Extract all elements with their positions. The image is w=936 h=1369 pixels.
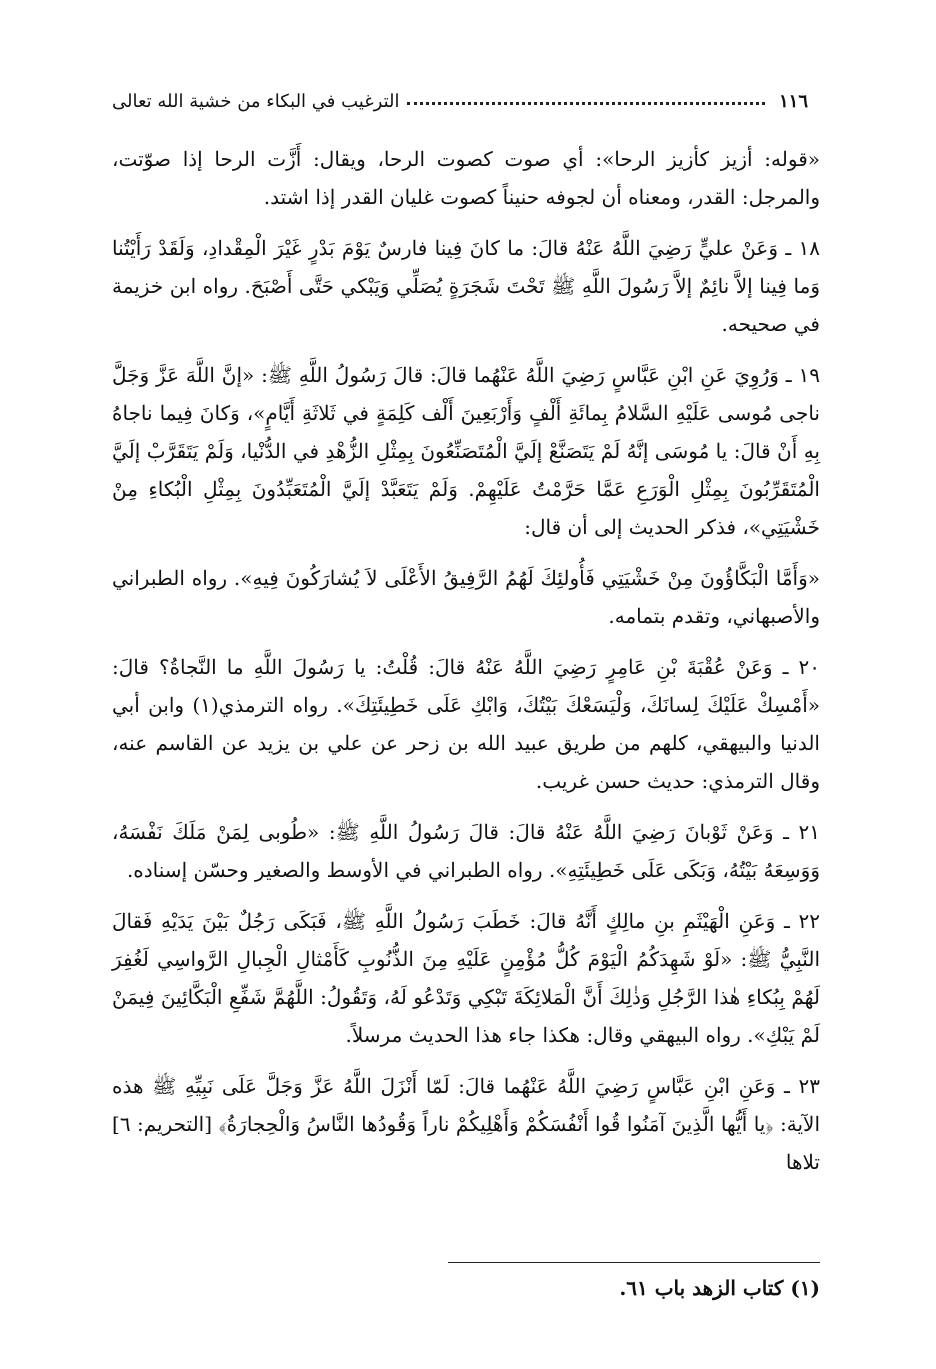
hadith-21: ٢١ ـ وَعَنْ ثَوْبانَ رَضِيَ اللَّهُ عَنْهُ قالَ: قالَ رَسُولُ اللَّهِ ﷺ: «طُوبى لِمَنْ مَلَكَ نَفْسَهُ، وَوَسِعَهُ بَيْتُهُ، وَبَكَى عَلَى خَطِيئَتِهِ». رواه الطبراني في الأوسط والصغير وحسّن إسناده. (112, 820, 820, 882)
hadith-19: ١٩ ـ وَرُوِيَ عَنِ ابْنِ عَبَّاسٍ رَضِيَ اللَّهُ عَنْهُما قالَ: قالَ رَسُولُ اللَّهِ ﷺ: «إنَّ اللَّهَ عَزَّ وَجَلَّ ناجى مُوسى عَلَيْهِ السَّلامُ بِمائَةِ أَلْفٍ وَأَرْبَعِينَ أَلْف كَلِمَةٍ في ثَلاثَةِ أَيَّامٍ»، وَكانَ فِيما ناجاهُ بِهِ أَنْ قالَ: يا مُوسَى إنَّهُ لَمْ يَتَصَنَّعْ إلَيَّ الْمُتَصَنِّعُونَ بِمِثْلِ الزُّهْدِ في الدُّنْيا، وَلَمْ يَتَقَرَّبْ إلَيَّ الْمُتَقَرِّبُونَ بِمِثْلِ الْوَرَعِ عَمَّا حَرَّمْتُ عَلَيْهِمْ. وَلَمْ يَتَعَبَّدْ إلَيَّ الْمُتَعَبِّدُونَ بِمِثْلِ الْبُكاءِ مِنْ خَشْيَتِي»، فذكر الحديث إلى أن قال: (112, 363, 820, 539)
header-dot-leader (407, 102, 765, 105)
running-title: الترغيب في البكاء من خشية الله تعالى (112, 91, 400, 112)
page-body (112, 140, 820, 1194)
hadith-20: ٢٠ ـ وَعَنْ عُقْبَةَ بْنِ عَامِرٍ رَضِيَ اللَّهُ عَنْهُ قالَ: قُلْتُ: يا رَسُولَ اللَّهِ ما النَّجاةُ؟ قالَ: «أَمْسِكْ عَلَيْكَ لِسانَكَ، وَلْيَسَعْكَ بَيْتُكَ، وَابْكِ عَلَى خَطِيئَتِكَ». رواه الترمذي(١) وابن أبي الدنيا والبيهقي، كلهم من طريق عبيد الله بن زحر عن علي بن يزيد عن القاسم عنه، وقال الترمذي: حديث حسن غريب. (112, 655, 820, 793)
footnote: (١) كتاب الزهد باب ٦١. (619, 1276, 820, 1300)
footnote-divider (448, 1262, 820, 1263)
page-number: ١١٦ (778, 91, 808, 112)
hadith-23: ٢٣ ـ وَعَنِ ابْنِ عَبَّاسٍ رَضِيَ اللَّهُ عَنْهُما قالَ: لَمّا أَنْزَلَ اللَّهُ عَزَّ وَجَلَّ عَلَى نَبِيِّهِ ﷺ هذه الآية: ﴿يا أَيُّها الَّذِينَ آمَنُوا قُوا أَنْفُسَكُمْ وَأَهْلِيكُمْ ناراً وَقُودُها النَّاسُ وَالْحِجارَةُ﴾ [التحريم: ٦] تلاها (112, 1074, 820, 1174)
hadith-19-continued: «وَأَمَّا الْبَكَّاؤُونَ مِنْ خَشْيَتِي فَأُولئِكَ لَهُمُ الرَّفِيقُ الأَعْلَى لاَ يُشارَكُونَ فِيهِ». رواه الطبراني والأصبهاني، وتقدم بتمامه. (112, 566, 820, 628)
hadith-22: ٢٢ ـ وَعَنِ الْهَيْثَمِ بنِ مالِكٍ أَنَّهُ قالَ: خَطَبَ رَسُولُ اللَّهِ ﷺ، فَبَكَى رَجُلٌ بَيْنَ يَدَيْهِ فَقالَ النَّبِيُّ ﷺ: «لَوْ شَهِدَكُمُ الْيَوْمَ كُلُّ مُؤْمِنٍ عَلَيْهِ مِنَ الذُّنُوبِ كَأَمْثالِ الْجِبالِ الرَّواسِي لَغُفِرَ لَهُمْ بِبُكاءِ هٰذا الرَّجُلِ وَذٰلِكَ أَنَّ الْمَلائِكَةَ تَبْكِي وَتَدْعُو لَهُ، وَتَقُولُ: اللَّهُمَّ شَفِّعِ الْبَكَّائِينَ فِيمَنْ لَمْ يَبْكِ». رواه البيهقي وقال: هكذا جاء هذا الحديث مرسلاً. (112, 909, 820, 1047)
page-header (112, 84, 808, 112)
hadith-18: ١٨ ـ وَعَنْ عليٍّ رَضِيَ اللَّهُ عَنْهُ قالَ: ما كانَ فِينا فارسٌ يَوْمَ بَدْرٍ غَيْرَ الْمِقْدادِ، وَلَقَدْ رَأَيْتُنا وَما فِينا إلاَّ نائِمٌ إلاَّ رَسُولَ اللَّهِ ﷺ تَحْتَ شَجَرَةٍ يُصَلِّي وَيَبْكي حَتَّى أَصْبَحَ. رواه ابن خزيمة في صحيحه. (112, 236, 820, 336)
paragraph-gloss: «قوله: أزيز كأزيز الرحا»: أي صوت كصوت الرحا، ويقال: أَزَّت الرحا إذا صوّتت، والمرجل: القدر، ومعناه أن لجوفه حنيناً كصوت غليان القدر إذا اشتد. (112, 147, 820, 209)
